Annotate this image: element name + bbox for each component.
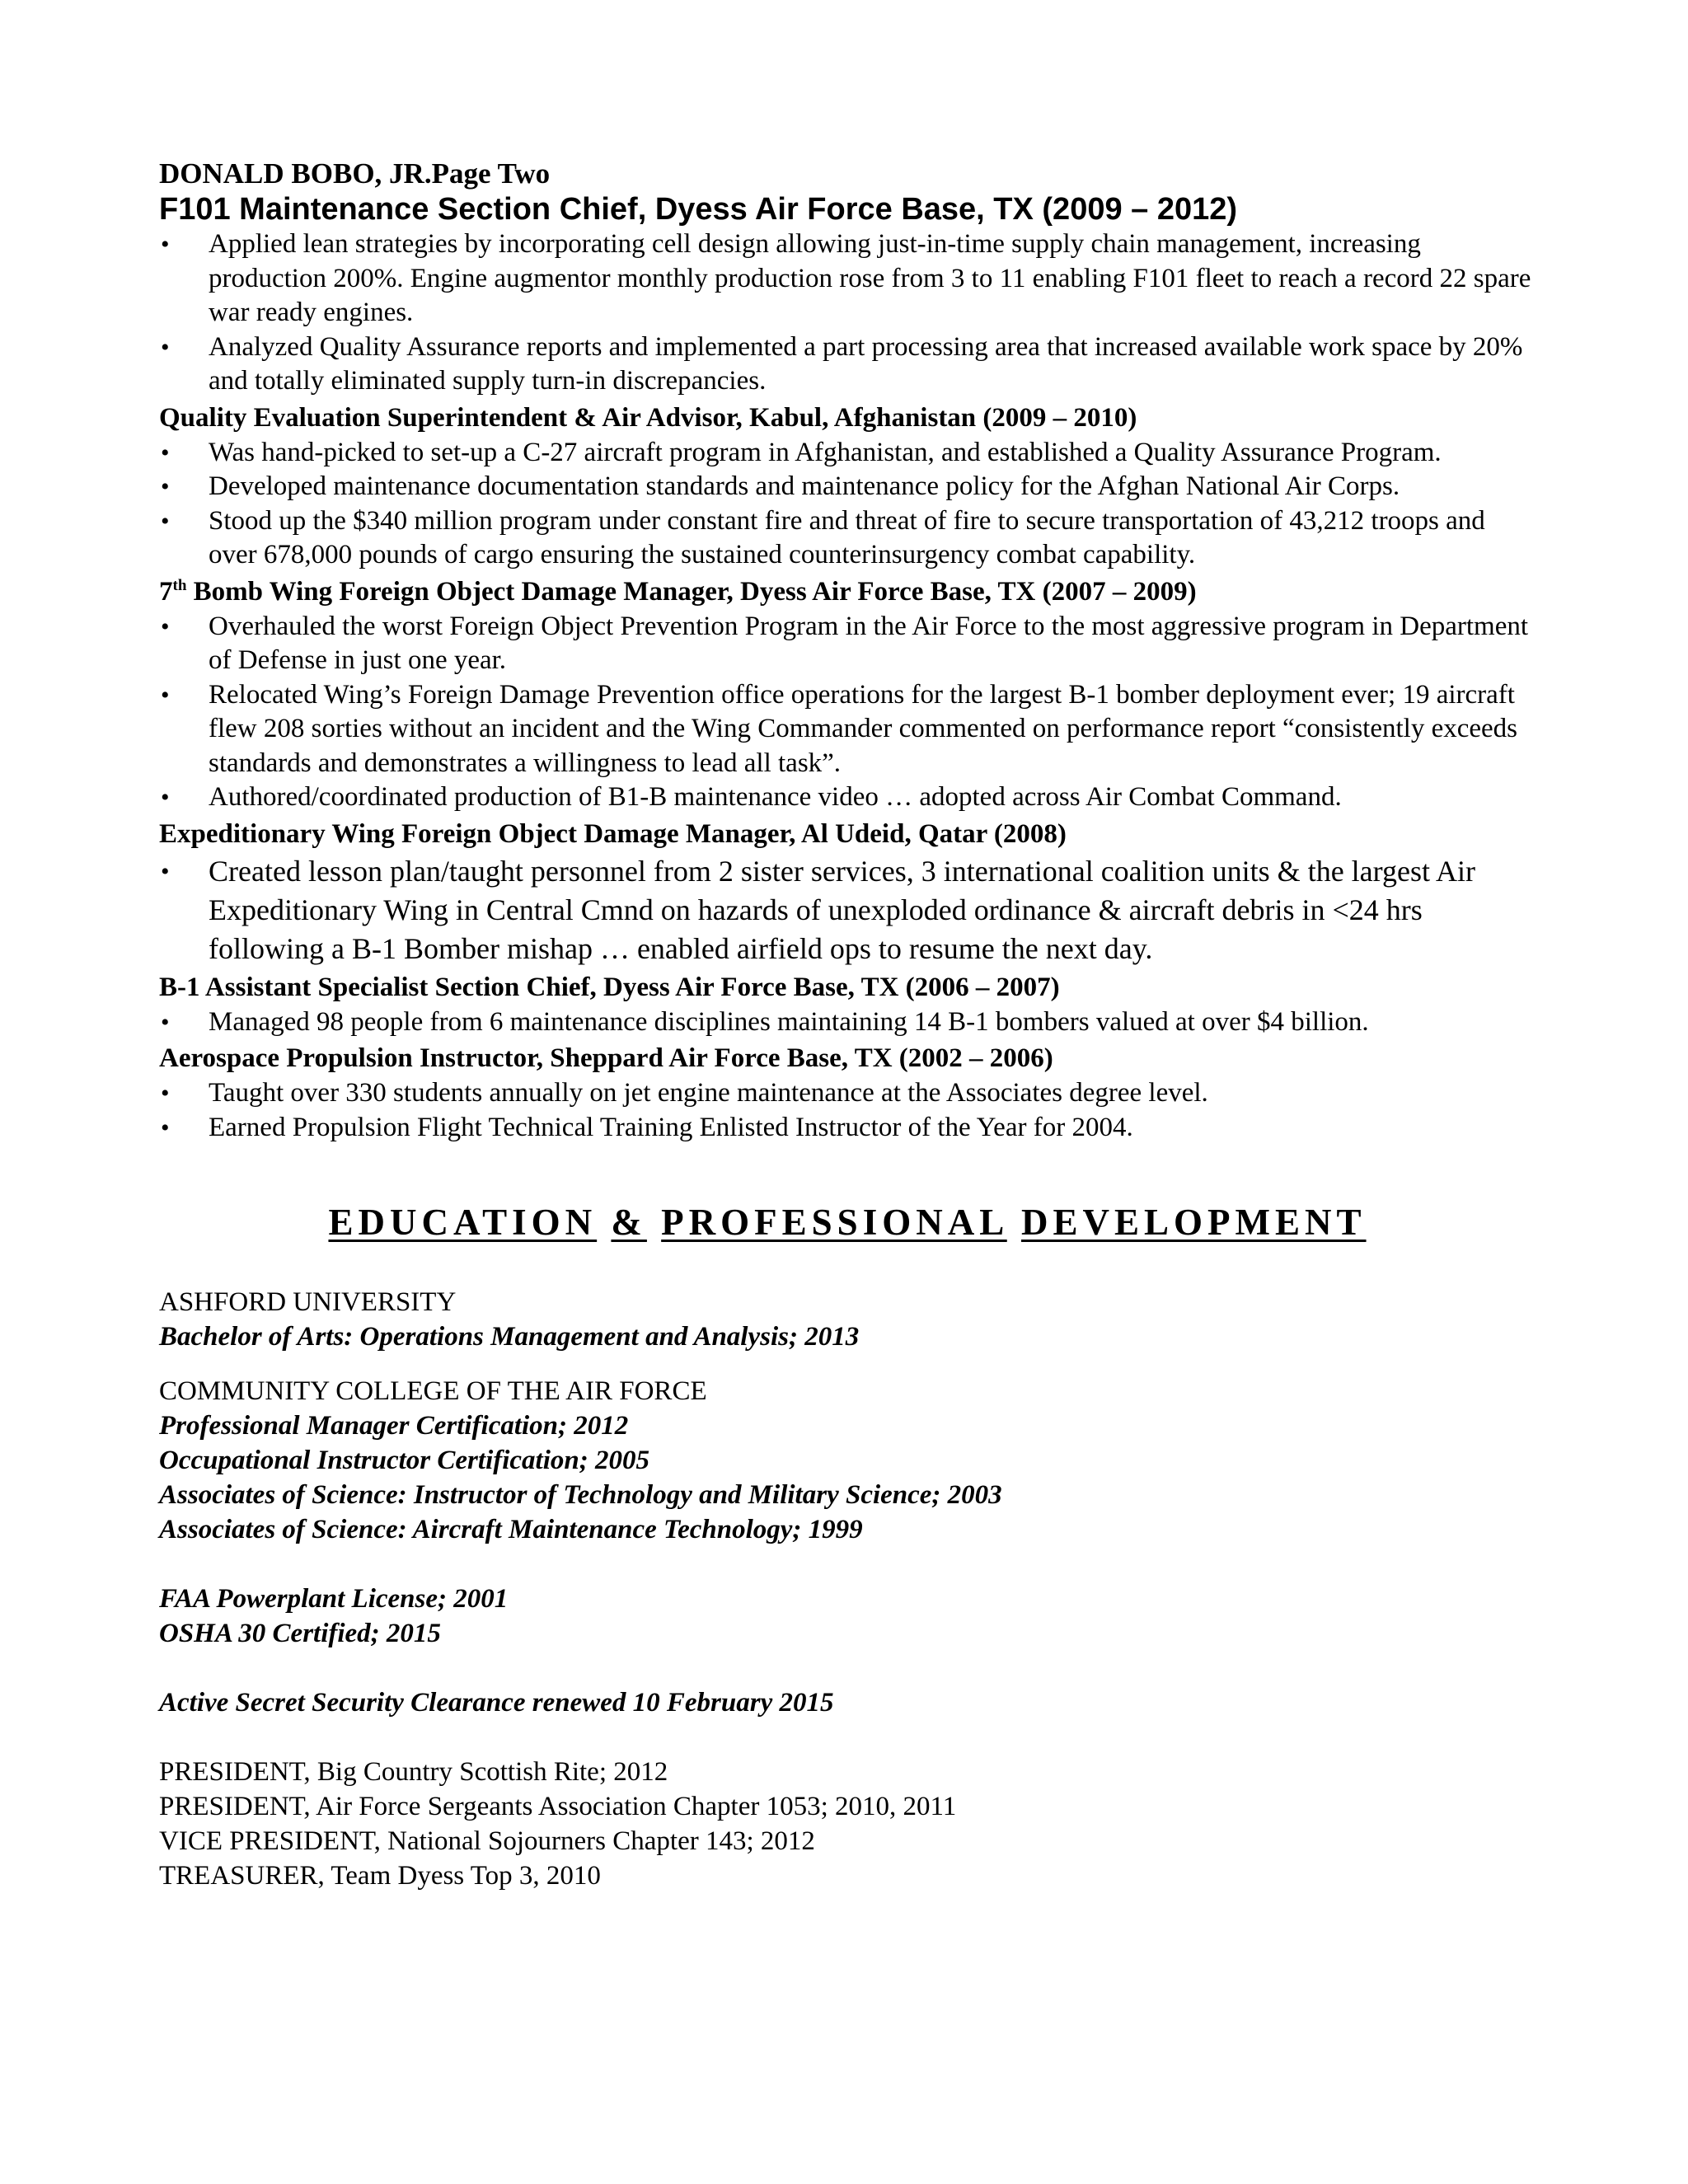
- job-bullets: [159, 1076, 1536, 1145]
- license: FAA Powerplant License; 2001: [159, 1584, 509, 1614]
- job-bullets: [159, 227, 1536, 399]
- job-title: [159, 574, 1536, 610]
- resume-page: [159, 157, 1536, 1893]
- job-title-ordinal-suffix: th: [172, 576, 187, 594]
- bullet-item: • Relocated Wing’s Foreign Damage Prevention office operations for the largest B-1 bomber deployment ever; 19 aircraft flew 208 sorties without an incident and the Wing Commander commented on performance report “consistently exceeds standards and demonstrates a willingness to lead all task”.: [159, 678, 1536, 781]
- bullet-item: • Created lesson plan/taught personnel from 2 sister services, 3 international coalition units & the largest Air Expeditionary Wing in Central Cmnd on hazards of unexploded ordinance & aircraft debris in <24 hrs following a B-1 Bomber mishap … enabled airfield ops to resume the next day.: [159, 852, 1536, 968]
- bullet-item: • Developed maintenance documentation standards and maintenance policy for the Afghan National Air Corps.: [159, 470, 1536, 504]
- leadership-role: PRESIDENT, Air Force Sergeants Association Chapter 1053; 2010, 2011: [159, 1792, 957, 1821]
- leadership-role: TREASURER, Team Dyess Top 3, 2010: [159, 1861, 601, 1891]
- credential: Associates of Science: Aircraft Maintenance Technology; 1999: [159, 1515, 863, 1544]
- education-section-heading: [159, 1201, 1536, 1244]
- bullet-item: • Taught over 330 students annually on jet engine maintenance at the Associates degree level.: [159, 1076, 1536, 1111]
- bullet-item: • Stood up the $340 million program under constant fire and threat of fire to secure transportation of 43,212 troops and over 678,000 pounds of cargo ensuring the sustained counterinsurgency combat capability.: [159, 504, 1536, 573]
- job-title: Expeditionary Wing Foreign Object Damage Manager, Al Udeid, Qatar (2008): [159, 818, 1067, 849]
- bullet-item: • Authored/coordinated production of B1-B maintenance video … adopted across Air Combat Command.: [159, 780, 1536, 815]
- institution-name: ASHFORD UNIVERSITY: [159, 1287, 457, 1317]
- job-title-text: Bomb Wing Foreign Object Damage Manager, Dyess Air Force Base, TX (2007 – 2009): [186, 576, 1197, 607]
- security-clearance: Active Secret Security Clearance renewed 10 February 2015: [159, 1688, 834, 1718]
- bullet-item: • Earned Propulsion Flight Technical Training Enlisted Instructor of the Year for 2004.: [159, 1111, 1536, 1146]
- job-bullets: [159, 852, 1536, 968]
- credential: Associates of Science: Instructor of Technology and Military Science; 2003: [159, 1480, 1002, 1510]
- bullet-item: • Overhauled the worst Foreign Object Prevention Program in the Air Force to the most aggressive program in Department of Defense in just one year.: [159, 610, 1536, 678]
- bullet-item: • Managed 98 people from 6 maintenance disciplines maintaining 14 B-1 bombers valued at over $4 billion.: [159, 1005, 1536, 1040]
- leadership-role: PRESIDENT, Big Country Scottish Rite; 2012: [159, 1757, 668, 1787]
- job-title: B-1 Assistant Specialist Section Chief, Dyess Air Force Base, TX (2006 – 2007): [159, 972, 1060, 1002]
- job-title-ordinal: 7: [159, 576, 173, 607]
- job-bullets: [159, 1005, 1536, 1040]
- heading-word: EDUCATION: [328, 1202, 598, 1243]
- bullet-item: • Applied lean strategies by incorporating cell design allowing just-in-time supply chain management, increasing production 200%. Engine augmentor monthly production rose from 3 to 11 enabling F101 fleet to reach a record 22 spare war ready engines.: [159, 227, 1536, 330]
- leadership-role: VICE PRESIDENT, National Sojourners Chapter 143; 2012: [159, 1826, 815, 1856]
- heading-word: &: [611, 1202, 647, 1243]
- institution-name: COMMUNITY COLLEGE OF THE AIR FORCE: [159, 1376, 707, 1406]
- job-title: F101 Maintenance Section Chief, Dyess Air Force Base, TX (2009 – 2012): [159, 192, 1238, 227]
- heading-word: PROFESSIONAL: [661, 1202, 1007, 1243]
- license: OSHA 30 Certified; 2015: [159, 1619, 441, 1648]
- job-title: Quality Evaluation Superintendent & Air Advisor, Kabul, Afghanistan (2009 – 2010): [159, 402, 1137, 433]
- bullet-item: • Was hand-picked to set-up a C-27 aircraft program in Afghanistan, and established a Quality Assurance Program.: [159, 436, 1536, 471]
- bullet-item: • Analyzed Quality Assurance reports and implemented a part processing area that increased available work space by 20% and totally eliminated supply turn-in discrepancies.: [159, 330, 1536, 399]
- education-list: [159, 1285, 1536, 1893]
- job-title: Aerospace Propulsion Instructor, Sheppard Air Force Base, TX (2002 – 2006): [159, 1043, 1053, 1073]
- job-bullets: [159, 610, 1536, 815]
- heading-word: DEVELOPMENT: [1021, 1202, 1367, 1243]
- job-bullets: [159, 436, 1536, 573]
- credential: Occupational Instructor Certification; 2005: [159, 1446, 649, 1475]
- name-header: DONALD BOBO, JR.Page Two: [159, 157, 551, 190]
- credential: Bachelor of Arts: Operations Management and Analysis; 2013: [159, 1322, 860, 1352]
- credential: Professional Manager Certification; 2012: [159, 1411, 629, 1441]
